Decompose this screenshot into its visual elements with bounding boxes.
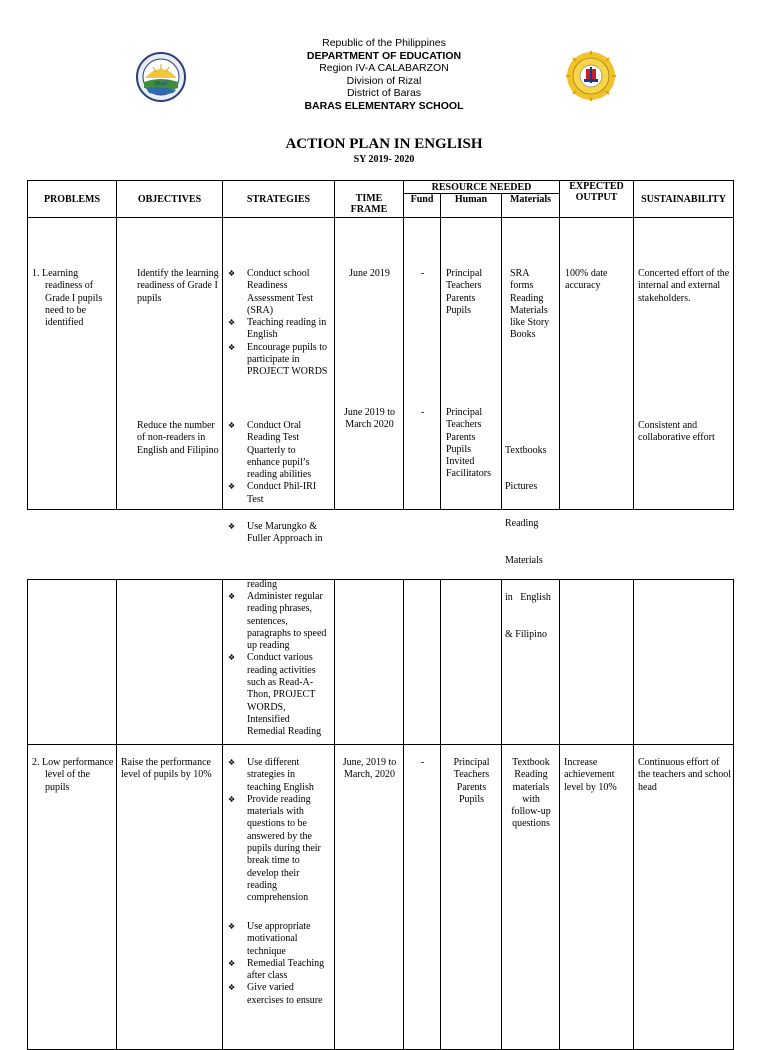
cell-fund-1	[404, 218, 441, 510]
list-item: Reading	[505, 518, 539, 530]
list-item: Reading	[510, 292, 544, 304]
header-school: BARAS ELEMENTARY SCHOOL	[304, 99, 464, 112]
objective-2-text: Raise the performance level of pupils by 10%	[121, 757, 212, 781]
cell-cont-output	[560, 580, 634, 745]
cont-reading-text: reading	[247, 579, 277, 590]
list-item: ❖ Remedial Teaching after class	[223, 958, 329, 983]
header-division: Division of Rizal	[346, 74, 422, 87]
cell-materials-2	[502, 745, 560, 1050]
list-item: Pupils	[446, 443, 472, 455]
list-item: ❖ Use Marungko & Fuller Approach in	[223, 521, 329, 546]
header-time-frame	[335, 181, 404, 218]
strategies-1a-list	[223, 268, 329, 379]
sustain-2-text: Continuous effort of the teachers and school head	[638, 757, 732, 793]
cell-strategies-1	[223, 218, 335, 545]
list-item: follow-up	[511, 806, 551, 818]
header-problems: PROBLEMS	[28, 181, 117, 218]
list-item: Textbooks	[505, 444, 547, 456]
list-item: ❖ Conduct various reading activities such as Read-A-Thon, PROJECT WORDS, Intensified Remedial Reading	[223, 652, 329, 738]
list-item: Invited	[446, 456, 475, 468]
logo-rizal-text: Rizal	[154, 81, 168, 87]
cell-cont-strategies	[223, 580, 335, 745]
sustain-1a-text: Concerted effort of the internal and external stakeholders.	[638, 268, 730, 304]
list-item: ❖ Use appropriate motivational technique	[223, 921, 329, 958]
list-item: ❖ Encourage pupils to participate in PROJECT WORDS	[223, 342, 329, 379]
cell-problem-2	[28, 745, 117, 1050]
list-item: Parents	[456, 781, 487, 793]
time-1b-text: June 2019 to March 2020	[343, 407, 396, 431]
header-expected-output	[560, 181, 634, 218]
list-item: Principal	[453, 757, 490, 768]
human-2-list	[441, 757, 502, 806]
materials-1a-list	[510, 268, 560, 342]
list-item: ❖ Provide reading materials with questions to be answered by the pupils during their break time to develop their reading comprehension	[223, 794, 329, 905]
list-item: Teachers	[446, 419, 482, 431]
objective-1b-text: Reduce the number of non-readers in English and Filipino	[137, 420, 219, 456]
list-item: Parents	[446, 431, 476, 443]
header-human: Human	[441, 194, 502, 218]
list-item: in English	[505, 592, 551, 604]
header-sustainability: SUSTAINABILITY	[634, 181, 734, 218]
header-expected-output-line1: EXPECTED	[569, 181, 624, 192]
list-item: ❖ Conduct Oral Reading Test Quarterly to enhance pupil’s reading abilities	[223, 420, 329, 481]
header-strategies: STRATEGIES	[223, 181, 335, 218]
document-title: ACTION PLAN IN ENGLISH	[285, 136, 483, 152]
list-item: Textbook	[512, 757, 550, 768]
cell-sustainability-2	[634, 745, 734, 1050]
cell-sustainability-1	[634, 218, 734, 510]
list-item: questions	[512, 818, 550, 830]
list-item: SRA	[510, 268, 530, 279]
header-time-frame-line2: FRAME	[350, 204, 388, 215]
cell-human-1	[441, 218, 502, 510]
sustain-1b-text: Consistent and collaborative effort	[638, 420, 715, 444]
list-item: Teachers	[446, 280, 482, 292]
human-1a-list	[446, 268, 502, 317]
cell-time-1	[335, 218, 404, 510]
cell-objectives-1	[117, 218, 223, 510]
materials-2-list	[502, 757, 560, 831]
time-2-text: June, 2019 to March, 2020	[342, 757, 397, 781]
cell-human-2	[441, 745, 502, 1050]
output-2-text: Increase achievement level by 10%	[564, 757, 617, 793]
list-item: Facilitators	[446, 468, 491, 480]
cell-cont-objective	[117, 580, 223, 745]
header-time-frame-line1: TIME	[355, 193, 383, 204]
list-item: ❖ Give varied exercises to ensure	[223, 982, 329, 1007]
cell-cont-fund	[404, 580, 441, 745]
list-item: ❖ Use different strategies in teaching English	[223, 757, 329, 794]
cell-problem-1	[28, 218, 117, 510]
strategies-1b-list	[223, 420, 329, 506]
cell-cont-problem	[28, 580, 117, 745]
school-year: SY 2019- 2020	[353, 154, 415, 165]
list-item: ❖ Conduct Phil-IRI Test	[223, 481, 329, 506]
cell-strategies-2	[223, 745, 335, 1050]
list-item: Principal	[446, 268, 483, 279]
cell-objective-2	[117, 745, 223, 1050]
list-item: & Filipino	[505, 629, 547, 641]
document-header	[0, 37, 768, 112]
list-item: ❖ Administer regular reading phrases, sentences, paragraphs to speed up reading	[223, 591, 329, 652]
human-1b-list	[446, 407, 502, 481]
time-1a-text: June 2019	[349, 268, 390, 279]
header-republic: Republic of the Philippines	[322, 37, 446, 49]
header-district: District of Baras	[346, 87, 422, 99]
header-region: Region IV-A CALABARZON	[319, 62, 449, 74]
header-department: DEPARTMENT OF EDUCATION	[306, 49, 462, 62]
list-item: Principal	[446, 407, 483, 418]
list-item: ❖ Teaching reading in English	[223, 317, 329, 342]
action-plan-table-page2	[27, 579, 734, 1050]
list-item: with	[522, 793, 540, 805]
list-item: forms	[510, 280, 534, 292]
header-objectives: OBJECTIVES	[117, 181, 223, 218]
header-expected-output-line2: OUTPUT	[575, 192, 618, 203]
list-item: Teachers	[453, 769, 490, 781]
strategies-2b-list	[223, 921, 329, 1007]
cont-strategies-list	[223, 591, 329, 739]
fund-1b-text: -	[420, 407, 425, 418]
list-item: Reading	[514, 769, 548, 781]
list-item: Materials	[510, 304, 548, 316]
fund-1a-text: -	[420, 268, 425, 279]
cell-materials-1	[502, 218, 560, 641]
cell-fund-2	[404, 745, 441, 1050]
strategies-1c-list	[223, 521, 329, 546]
list-item: Pupils	[446, 304, 472, 316]
rizal-seal-logo	[136, 52, 186, 102]
header-fund: Fund	[404, 194, 441, 218]
objective-1a-text: Identify the learning readiness of Grade I pupils	[137, 268, 219, 304]
output-1a-text: 100% date accuracy	[565, 268, 608, 292]
header-materials: Materials	[502, 194, 560, 218]
list-item: Parents	[446, 292, 476, 304]
cell-output-1	[560, 218, 634, 510]
cell-cont-human	[441, 580, 502, 745]
baras-elementary-school-seal-logo	[563, 51, 619, 101]
list-item: Books	[510, 329, 536, 341]
list-item: ❖ Conduct school Readiness Assessment Test (SRA)	[223, 268, 329, 317]
cell-cont-sustainability	[634, 580, 734, 745]
list-item: materials	[512, 781, 550, 793]
list-item: Materials	[505, 555, 543, 567]
cell-output-2	[560, 745, 634, 1050]
fund-2-text: -	[420, 757, 425, 768]
list-item: Pictures	[505, 481, 538, 493]
cell-time-2	[335, 745, 404, 1050]
header-resource-needed: RESOURCE NEEDED	[404, 181, 560, 194]
strategies-2a-list	[223, 757, 329, 905]
list-item: like Story	[510, 317, 550, 329]
problem-1-text: 1. Learning readiness of Grade I pupils need to be identified	[32, 268, 103, 329]
cell-cont-time	[335, 580, 404, 745]
problem-2-text: 2. Low performance level of the pupils	[32, 757, 114, 793]
list-item: Pupils	[458, 793, 484, 805]
cell-cont-materials	[502, 580, 560, 745]
